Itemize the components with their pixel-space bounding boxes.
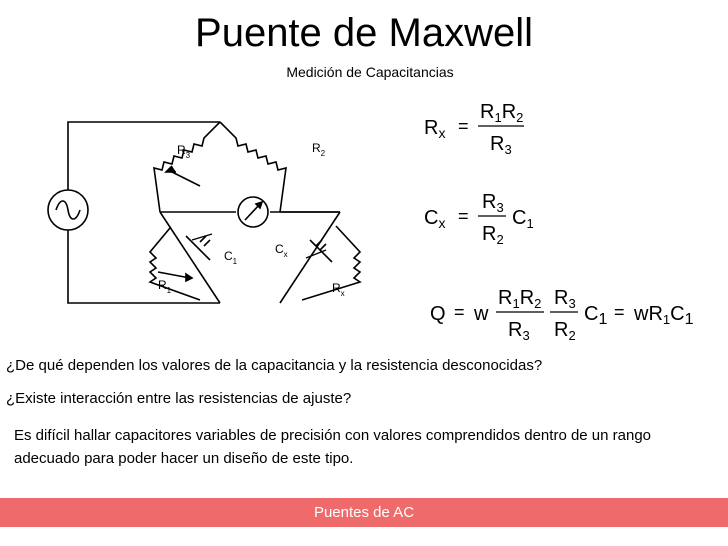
svg-text:R3: $R_3$ <box>508 319 530 343</box>
svg-text:R1R2: $R_1R_2$ <box>498 287 542 311</box>
svg-text:R3: $R_3$ <box>490 133 512 157</box>
label-r1: $R_1$ <box>158 278 172 295</box>
svg-text:C1: $C_1$ <box>512 207 534 231</box>
formula-q <box>428 282 712 344</box>
arm-rx-cx <box>280 212 360 303</box>
formula-rx <box>420 96 550 158</box>
svg-text:R3: $R_3$ <box>482 191 504 215</box>
svg-text:R1R2: $R_1R_2$ <box>480 101 524 125</box>
svg-text:Q: Q <box>430 303 446 325</box>
svg-text:w: w <box>474 303 489 325</box>
svg-text:R2: $R_2$ <box>482 223 504 247</box>
svg-text:=: = <box>614 302 625 322</box>
ac-source-icon <box>48 190 88 230</box>
diamond-left-top <box>160 122 220 212</box>
note-paragraph: Es difícil hallar capacitores variables de precisión con valores comprendidos dentro de un rango adecuado para poder hacer un diseño de este tipo. <box>14 427 652 467</box>
formula-cx <box>420 186 550 248</box>
svg-text:wR1C1: $wR_1C_1$ <box>634 303 694 328</box>
svg-text:Cx: $C_x$ <box>424 207 446 231</box>
svg-text:C1: $C_1$ <box>584 303 608 328</box>
svg-text:Rx: $R_x$ <box>424 117 446 141</box>
footer-bar <box>0 498 728 527</box>
footer-label: Puentes de AC <box>313 504 415 521</box>
question-2: ¿Existe interacción entre las resistencias de ajuste? <box>6 390 352 407</box>
svg-text:R2: $R_2$ <box>554 319 576 343</box>
label-r2: $R_2$ <box>312 141 326 158</box>
svg-text:=: = <box>458 116 469 136</box>
question-1: ¿De qué dependen los valores de la capacitancia y la resistencia desconocidas? <box>6 357 543 374</box>
galvanometer-icon <box>238 197 268 227</box>
label-rx: $R_x$ <box>332 281 345 298</box>
maxwell-bridge-circuit <box>40 110 380 315</box>
slide-title: Puente de Maxwell <box>195 11 533 55</box>
label-r3: $R_3$ <box>177 143 191 160</box>
label-c1: $C_1$ <box>224 249 238 266</box>
slide-subtitle: Medición de Capacitancias <box>286 64 454 80</box>
svg-text:=: = <box>454 302 465 322</box>
svg-text:=: = <box>458 206 469 226</box>
label-cx: $C_x$ <box>275 242 288 259</box>
arm-r3 <box>154 122 220 212</box>
svg-text:R3: $R_3$ <box>554 287 576 311</box>
